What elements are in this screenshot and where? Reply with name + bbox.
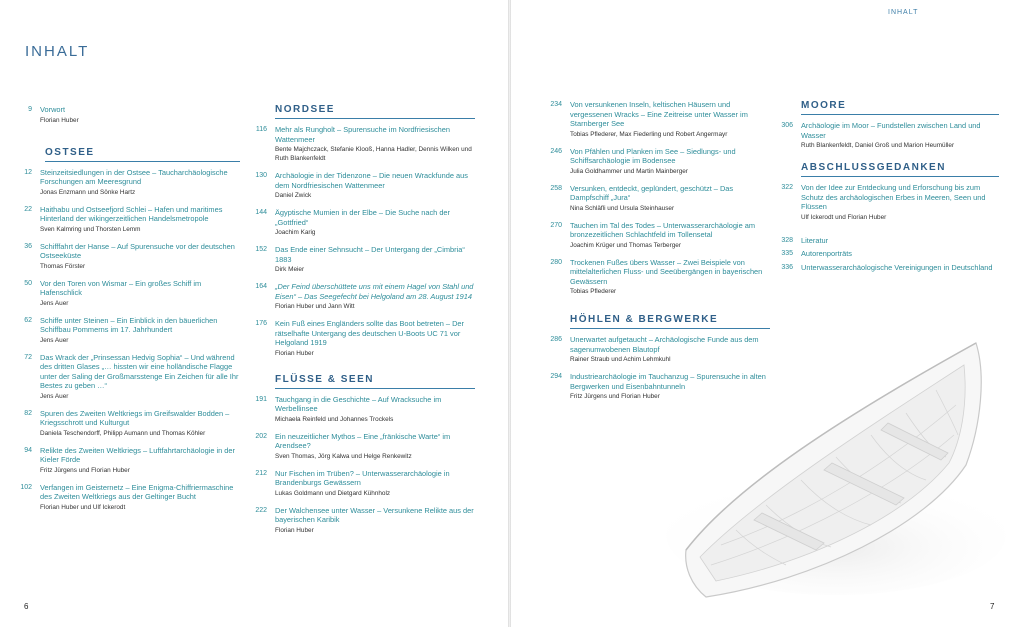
toc-entry[interactable] — [10, 409, 240, 438]
toc-entry[interactable] — [245, 208, 475, 237]
section-heading-ostsee: OSTSEE — [45, 147, 240, 162]
page-number: 116 — [255, 126, 267, 133]
toc-entry[interactable] — [245, 282, 475, 311]
page-number: 152 — [255, 246, 267, 253]
toc-entry[interactable] — [245, 506, 475, 535]
page-number: 212 — [255, 469, 267, 477]
entry-authors: Florian Huber — [40, 116, 79, 124]
entry-title: Spuren des Zweiten Weltkriegs im Greifswalder Bodden – Kriegsschrott und Kulturgut — [40, 408, 230, 427]
entry-title: Versunken, entdeckt, geplündert, geschützt – Das Dampfschiff „Jura“ — [570, 183, 734, 202]
page-number: 322 — [781, 184, 793, 191]
page-number: 12 — [24, 168, 32, 176]
entry-authors: Florian Huber und Jann Witt — [275, 303, 355, 310]
page-number: 234 — [550, 101, 562, 108]
entry-title: Ein neuzeitlicher Mythos – Eine „fränkische Warte“ im Arendsee? — [275, 431, 451, 450]
toc-entry[interactable] — [771, 263, 999, 273]
toc-entry[interactable] — [10, 483, 240, 512]
entry-authors: Jens Auer — [40, 392, 69, 400]
entry-authors: Fritz Jürgens und Florian Huber — [570, 393, 660, 400]
page-number: 82 — [24, 409, 32, 417]
entry-title: Kein Fuß eines Engländers sollte das Boot betreten – Der rätselhafte Untergang des deutschen U-Boots UC 71 vor Helgoland 1919 — [275, 319, 464, 347]
entry-authors: Fritz Jürgens und Florian Huber — [40, 466, 130, 474]
page-number: 270 — [550, 221, 562, 229]
entry-title: Relikte des Zweiten Weltkriegs – Luftfahrtarchäologie in der Kieler Förde — [40, 445, 235, 464]
page-number: 191 — [255, 395, 267, 403]
entry-authors: Dirk Meier — [275, 266, 305, 273]
toc-entry[interactable] — [10, 168, 240, 197]
entry-authors: Tobias Pflederer — [570, 288, 617, 295]
entry-authors: Michaela Reinfeld und Johannes Trockels — [275, 415, 394, 423]
entry-title: Unterwasserarchäologische Vereinigungen in Deutschland — [801, 262, 993, 272]
toc-entry[interactable] — [10, 353, 240, 401]
page-number: 36 — [24, 242, 32, 250]
entry-title: Tauchen im Tal des Todes – Unterwasserarchäologie am bronzezeitlichen Schlachtfeld im Tollensetal — [570, 220, 756, 239]
page-number: 280 — [550, 258, 562, 266]
toc-column-1 — [10, 105, 240, 520]
entry-title: Vorwort — [40, 105, 66, 114]
toc-entry[interactable] — [10, 316, 240, 345]
toc-entry[interactable] — [771, 183, 999, 222]
page-number: 328 — [781, 236, 793, 244]
toc-entry[interactable] — [540, 184, 770, 213]
page-number: 202 — [255, 432, 267, 440]
entry-title: Vor den Toren von Wismar – Ein großes Schiff im Hafenschlick — [40, 278, 202, 297]
entry-authors: Ulf Ickerodt und Florian Huber — [801, 213, 887, 221]
page-number: 50 — [24, 279, 32, 287]
page-number: 176 — [255, 320, 267, 327]
page-number: 286 — [550, 336, 562, 343]
page-number: 130 — [255, 172, 267, 179]
page-number: 62 — [24, 316, 32, 324]
entry-authors: Thomas Förster — [40, 262, 86, 270]
toc-entry[interactable] — [771, 121, 999, 150]
page-number: 9 — [28, 106, 32, 113]
toc-entry[interactable] — [540, 221, 770, 250]
entry-authors: Ruth Blankenfeldt, Daniel Groß und Marion Heumüller — [801, 142, 955, 149]
toc-entry[interactable] — [10, 279, 240, 308]
entry-title: Der Walchensee unter Wasser – Versunkene Relikte aus der bayerischen Karibik — [275, 505, 474, 524]
page-number: 94 — [24, 446, 32, 454]
entry-title: Industriearchäologie im Tauchanzug – Spurensuche in alten Bergwerken und Eisenbahntunneln — [570, 372, 766, 391]
entry-authors: Sven Kalmring und Thorsten Lemm — [40, 225, 141, 233]
section-heading-hoehlen-bergwerke: HÖHLEN & BERGWERKE — [570, 314, 770, 329]
toc-entry[interactable] — [245, 469, 475, 498]
entry-title: Haithabu und Ostseefjord Schlei – Hafen und maritimes Hinterland der wikingerzeitlichen Handelsmetropole — [40, 204, 223, 223]
entry-authors: Bente Majchczack, Stefanie Klooß, Hanna Hadler, Dennis Wilken und Ruth Blankenfeldt — [275, 146, 472, 162]
toc-entry[interactable] — [245, 245, 475, 274]
entry-authors: Jonas Enzmann und Sönke Hartz — [40, 188, 136, 196]
entry-authors: Julia Goldhammer und Martin Mainberger — [570, 167, 688, 175]
entry-title: Trockenen Fußes übers Wasser – Zwei Beispiele von mittelalterlichen Fluss- und Seeübergängen in bayerischen Gewässern — [570, 257, 763, 286]
entry-authors: Sven Thomas, Jörg Kalwa und Helge Renkewitz — [275, 452, 412, 460]
page-number: 164 — [255, 283, 267, 290]
entry-title: Tauchgang in die Geschichte – Auf Wracksuche im Werbellinsee — [275, 394, 442, 413]
page-number: 258 — [550, 184, 562, 192]
entry-title: Das Ende einer Sehnsucht – Der Untergang der „Cimbria“ 1883 — [275, 245, 465, 264]
page-number: 144 — [255, 209, 267, 216]
page-number: 306 — [781, 122, 793, 129]
entry-title: Von Pfählen und Planken im See – Siedlungs- und Schiffsarchäologie im Bodensee — [570, 146, 736, 165]
entry-title: Unerwartet aufgetaucht – Archäologische Funde aus dem sagenumwobenen Blautopf — [570, 335, 759, 354]
section-heading-moore: MOORE — [801, 100, 999, 115]
entry-authors: Florian Huber und Ulf Ickerodt — [40, 503, 126, 511]
running-head: INHALT — [888, 9, 919, 16]
toc-entry[interactable] — [245, 432, 475, 461]
entry-authors: Tobias Pflederer, Max Fiederling und Robert Angermayr — [570, 130, 728, 138]
entry-title: Literatur — [801, 235, 829, 245]
toc-entry[interactable] — [245, 171, 475, 200]
toc-entry[interactable] — [540, 100, 770, 139]
section-heading-abschlussgedanken: ABSCHLUSSGEDANKEN — [801, 162, 999, 177]
toc-column-2 — [245, 104, 475, 543]
entry-authors: Florian Huber — [275, 526, 314, 534]
page-number-left: 6 — [24, 602, 29, 611]
entry-title: Archäologie im Moor – Fundstellen zwischen Land und Wasser — [801, 121, 981, 140]
toc-entry[interactable] — [10, 205, 240, 234]
entry-title: Autorenporträts — [801, 249, 852, 258]
page-title: INHALT — [25, 43, 90, 60]
entry-authors: Joachim Karig — [275, 229, 316, 236]
toc-entry[interactable] — [10, 105, 240, 125]
page-number-right: 7 — [990, 602, 995, 611]
page-number: 102 — [20, 483, 32, 491]
entry-title: Nur Fischen im Trüben? – Unterwasserarchäologie in Brandenburgs Gewässern — [275, 468, 450, 487]
section-heading-nordsee: NORDSEE — [275, 104, 475, 119]
entry-title: Archäologie in der Tidenzone – Die neuen Wrackfunde aus dem Nordfriesischen Wattenmeer — [275, 171, 468, 190]
toc-entry[interactable] — [540, 258, 770, 297]
page-number: 72 — [24, 353, 32, 361]
entry-title: Schiffe unter Steinen – Ein Einblick in den bäuerlichen Schiffbau Pommerns im 17. Jahrhundert — [40, 315, 218, 334]
left-page — [0, 0, 508, 627]
entry-authors: Rainer Straub und Achim Lehmkuhl — [570, 356, 671, 363]
entry-title: Verfangen im Geisternetz – Eine Enigma-Chiffriermaschine des Zweiten Weltkriegs aus der Geltinger Bucht — [40, 482, 234, 501]
entry-authors: Daniel Zwick — [275, 192, 312, 199]
toc-entry[interactable] — [771, 236, 999, 246]
entry-authors: Jens Auer — [40, 299, 69, 307]
toc-entry[interactable] — [10, 242, 240, 271]
toc-entry[interactable] — [771, 249, 999, 259]
page-number: 294 — [550, 373, 562, 380]
toc-entry[interactable] — [245, 395, 475, 424]
entry-authors: Joachim Krüger und Thomas Terberger — [570, 241, 681, 249]
entry-title: Das Wrack der „Prinsessan Hedvig Sophia“ – Und während des dritten Glases „… hissten wir eine holländische Flagge unter der Saling der Großmarsstenge Ein Zeichen für alle Ihr Bestes zu geben …“ — [40, 352, 239, 390]
entry-title: Schifffahrt der Hanse – Auf Spurensuche vor der deutschen Ostseeküste — [40, 241, 235, 260]
entry-title: Von der Idee zur Entdeckung und Erforschung bis zum Schutz des archäologischen Erbes in Meeren, Seen und Flüssen — [801, 183, 986, 211]
entry-authors: Daniela Teschendorff, Philipp Aumann und Thomas Köhler — [40, 429, 206, 437]
toc-entry[interactable] — [245, 319, 475, 358]
ostsee-entries — [10, 168, 240, 512]
entry-title: Von versunkenen Inseln, keltischen Häusern und vergessenen Wracks – Eine Zeitreise unter Wasser im Starnberger See — [570, 100, 748, 128]
page-number: 335 — [781, 250, 793, 257]
entry-title: „Der Feind überschüttete uns mit einem Hagel von Stahl und Eisen“ – Das Seegefecht bei Helgoland am 28. August 1914 — [275, 282, 474, 301]
entry-authors: Florian Huber — [275, 349, 314, 357]
entry-authors: Lukas Goldmann und Dietgard Kühnholz — [275, 489, 391, 497]
entry-authors: Nina Schläfli und Ursula Steinhauser — [570, 204, 675, 212]
entry-authors: Jens Auer — [40, 336, 69, 344]
section-heading-fluesse-seen: FLÜSSE & SEEN — [275, 374, 475, 389]
entry-title: Ägyptische Mumien in der Elbe – Die Suche nach der „Gottfried“ — [275, 208, 451, 227]
toc-entry[interactable] — [10, 446, 240, 475]
page-number: 22 — [24, 205, 32, 213]
toc-entry[interactable] — [540, 147, 770, 176]
toc-column-4 — [771, 100, 999, 276]
page-number: 336 — [781, 263, 793, 271]
boat-wireframe-illustration — [666, 335, 1016, 605]
page-number: 222 — [255, 506, 267, 514]
entry-title: Steinzeitsiedlungen in der Ostsee – Taucharchäologische Forschungen am Meeresgrund — [40, 167, 228, 186]
page-number: 246 — [550, 147, 562, 155]
toc-entry[interactable] — [245, 125, 475, 163]
entry-title: Mehr als Rungholt – Spurensuche im Nordfriesischen Wattenmeer — [275, 125, 450, 144]
